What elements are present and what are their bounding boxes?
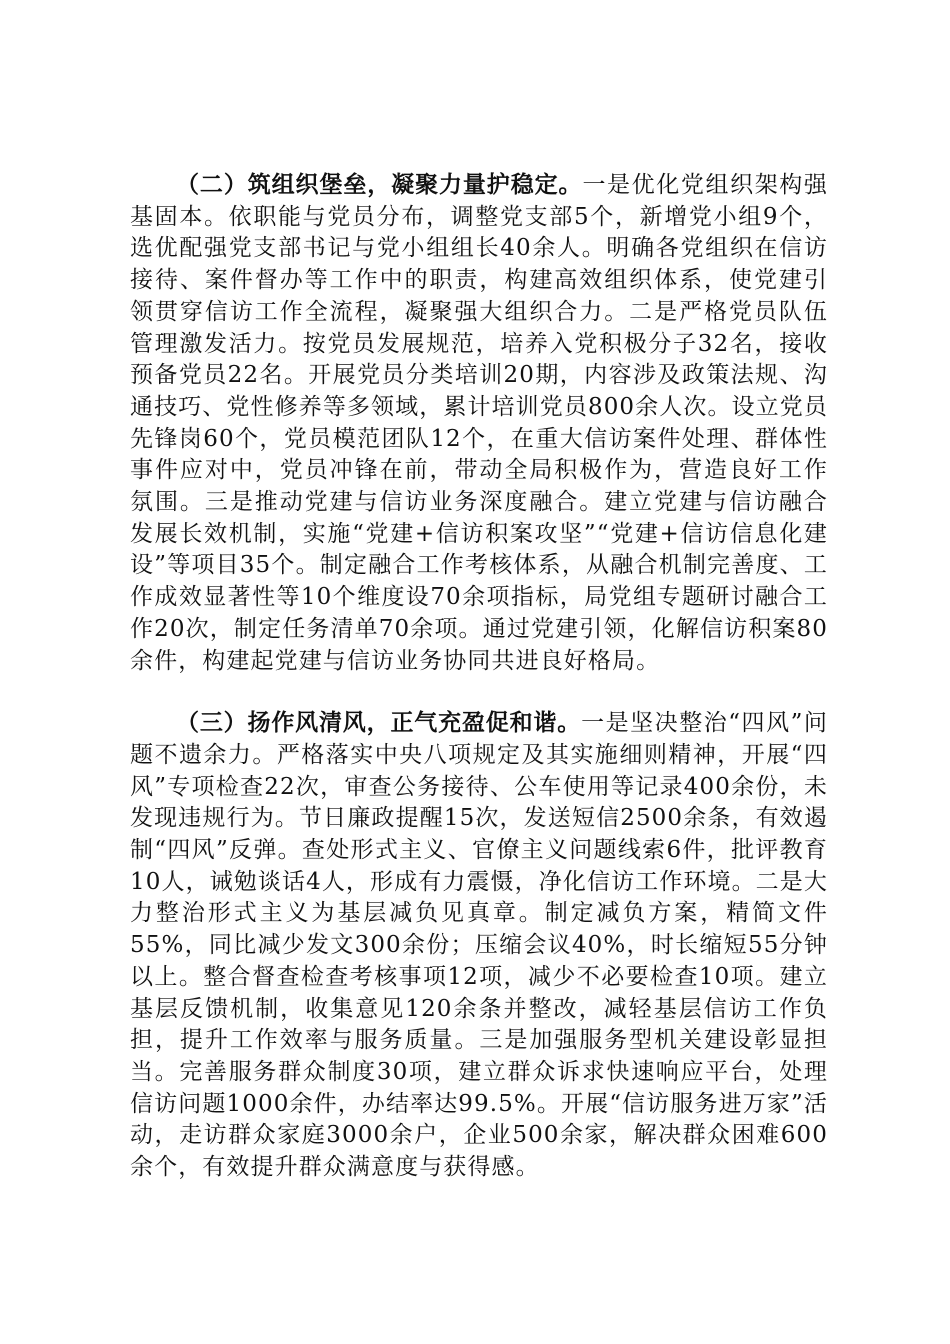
section-body-3: 一是坚决整治“四风”问题不遗余力。严格落实中央八项规定及其实施细则精神，开展“四风”专项检查22次，审查公务接待、公车使用等记录400余份，未发现违规行为。节日廉政提醒15次，发送短信2500余条，有效遏制“四风”反弹。查处形式主义、官僚主义问题线索6件，批评教育10人，诫勉谈话4人，形成有力震慑，净化信访工作环境。二是大力整治形式主义为基层减负见真章。制定减负方案，精简文件55%，同比减少发文300余份；压缩会议40%，时长缩短55分钟以上。整合督查检查考核事项12项，减少不必要检查10项。建立基层反馈机制，收集意见120余条并整改，减轻基层信访工作负担，提升工作效率与服务质量。三是加强服务型机关建设彰显担当。完善服务群众制度30项，建立群众诉求快速响应平台，处理信访问题1000余件，办结率达99.5%。开展“信访服务进万家”活动，走访群众家庭3000余户，企业500余家，解决群众困难600余个，有效提升群众满意度与获得感。 <box>130 710 828 1181</box>
section-paragraph-2 <box>130 170 828 677</box>
document-page <box>130 170 828 1184</box>
section-heading-2: （二）筑组织堡垒，凝聚力量护稳定。 <box>176 172 583 198</box>
section-paragraph-3 <box>130 708 828 1184</box>
section-body-2: 一是优化党组织架构强基固本。依职能与党员分布，调整党支部5个，新增党小组9个，选优配强党支部书记与党小组组长40余人。明确各党组织在信访接待、案件督办等工作中的职责，构建高效组织体系，使党建引领贯穿信访工作全流程，凝聚强大组织合力。二是严格党员队伍管理激发活力。按党员发展规范，培养入党积极分子32名，接收预备党员22名。开展党员分类培训20期，内容涉及政策法规、沟通技巧、党性修养等多领域，累计培训党员800余人次。设立党员先锋岗60个，党员模范团队12个，在重大信访案件处理、群体性事件应对中，党员冲锋在前，带动全局积极作为，营造良好工作氛围。三是推动党建与信访业务深度融合。建立党建与信访融合发展长效机制，实施“党建+信访积案攻坚”“党建+信访信息化建设”等项目35个。制定融合工作考核体系，从融合机制完善度、工作成效显著性等10个维度设70余项指标，局党组专题研讨融合工作20次，制定任务清单70余项。通过党建引领，化解信访积案80余件，构建起党建与信访业务协同共进良好格局。 <box>130 172 829 674</box>
section-heading-3: （三）扬作风清风，正气充盈促和谐。 <box>176 710 582 737</box>
